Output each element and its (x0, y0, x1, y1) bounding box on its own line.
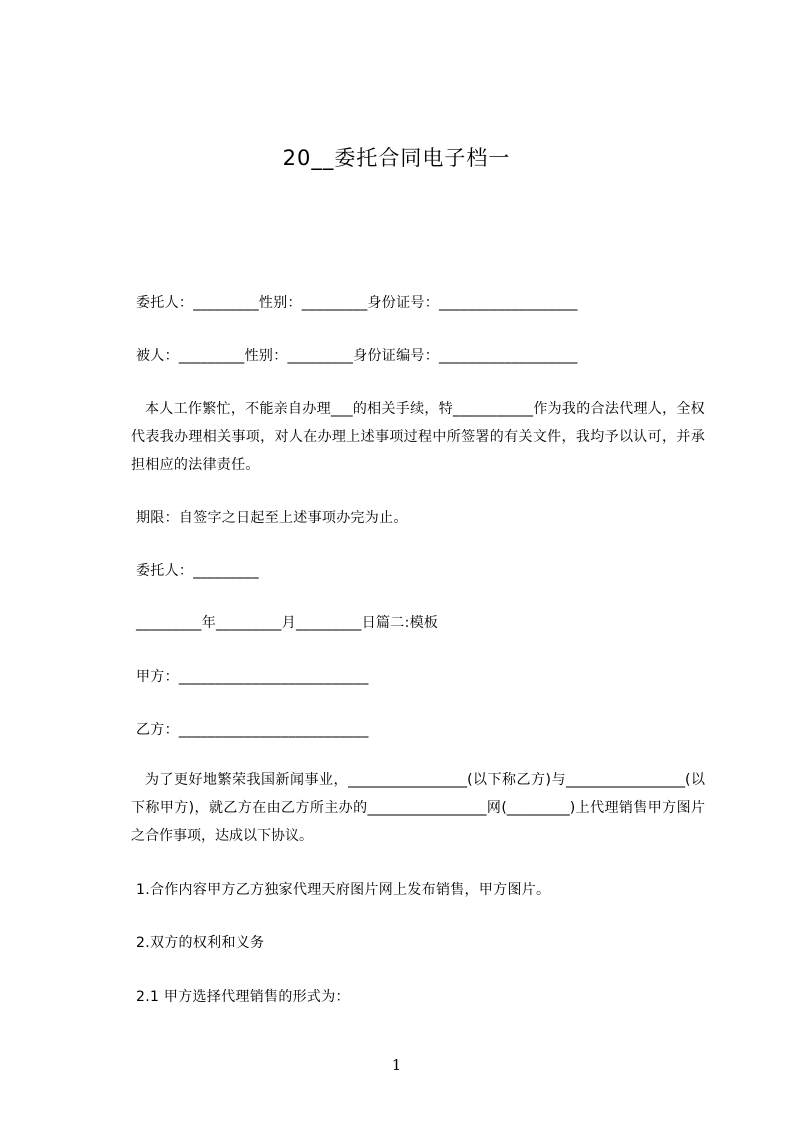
document-title: 20__委托合同电子档一 (282, 146, 511, 170)
clause-1: 1.合作内容甲方乙方独家代理天府图片网上发布销售，甲方图片。 (136, 882, 551, 898)
party-b-line: 乙方：__________________________ (136, 722, 369, 738)
intro-paragraph: 为了更好地繁荣我国新闻事业，_________________(以下称乙方)与_________________(以下称甲方)，就乙方在由乙方所主办的_________________网(_________)上代理销售甲方图片之合作事项，达成以下协议。 (131, 772, 705, 844)
authorization-paragraph: 本人工作繁忙，不能亲自办理___的相关手续，特___________作为我的合法代理人，全权代表我办理相关事项，对人在办理上述事项过程中所签署的有关文件，我均予以认可，并承担相应的法律责任。 (131, 401, 705, 473)
date-line: _________年_________月_________日篇二:模板 (136, 615, 439, 631)
term-line: 期限：自签字之日起至上述事项办完为止。 (136, 510, 408, 526)
page-number: 1 (391, 1056, 402, 1074)
agent-info-line: 被人：_________性别：_________身份证编号：___________________ (136, 348, 578, 364)
party-a-line: 甲方：__________________________ (136, 669, 369, 685)
clause-2-1: 2.1 甲方选择代理销售的形式为： (136, 989, 350, 1005)
principal-info-line: 委托人：_________性别：_________身份证号：___________________ (136, 295, 578, 311)
principal-signature-line: 委托人：_________ (136, 563, 259, 579)
clause-2: 2.双方的权利和义务 (136, 935, 265, 951)
